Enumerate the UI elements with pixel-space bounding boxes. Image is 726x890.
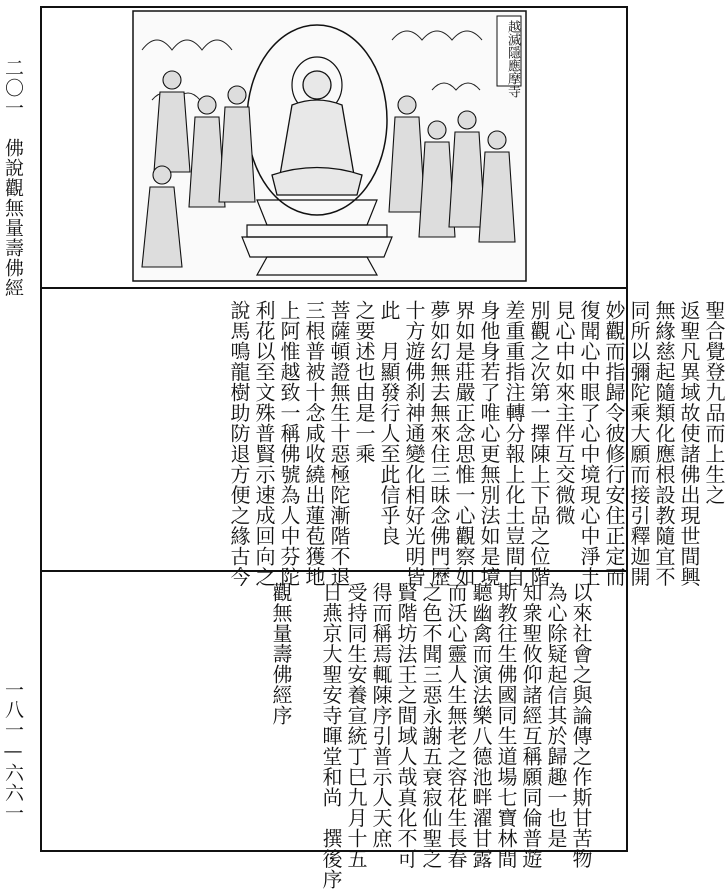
sutra-preface-block [268, 582, 593, 890]
text-column: 日燕京大聖安寺暉堂和尚 撰後序 [319, 582, 343, 890]
text-column: 見心中如來主伴互交微微 [552, 300, 576, 526]
text-column: 十方遊佛刹神通變化相好光明皆 [402, 300, 426, 587]
text-column: 聖合覺登九品而上生之 [702, 300, 726, 505]
text-column: 同所以彌陀乘大願而接引釋迦開 [627, 300, 651, 587]
text-column: 得而稱焉輒陳序引普示人天庶 [369, 582, 393, 849]
preface-text-block [226, 300, 726, 587]
text-column: 返聖凡異域故使諸佛出現世間興 [677, 300, 701, 587]
section-divider-top [40, 287, 628, 289]
margin-volume-title: 二〇一 佛說觀無量壽佛經 [2, 58, 24, 298]
text-column: 復聞心中眼了心中境現心中淨土 [577, 300, 601, 587]
text-column [293, 582, 318, 844]
text-column: 此 月顯發行人至此信乎良 [377, 300, 401, 546]
page-margin [0, 0, 26, 864]
text-column: 之要述也由是一乘 [352, 300, 376, 464]
text-column: 聽幽禽而演法樂八德池畔濯甘露 [469, 582, 493, 869]
illustration-label: 越滅隱應摩寺 [505, 20, 520, 98]
text-column: 以來社會之與論傳之作斯甘苦物 [569, 582, 593, 869]
text-column: 界如是莊嚴正念思惟一心觀察如 [452, 300, 476, 587]
text-column: 知衆聖攸仰諸經互稱願同倫普遊 [519, 582, 543, 869]
buddha-assembly-illustration [132, 10, 527, 282]
text-column: 之色不聞三惡永謝五衰寂仙聖之 [419, 582, 443, 869]
text-column: 別觀之次第一擇陳上下品之位階 [527, 300, 551, 587]
text-column: 說馬鳴龍樹助防退方便之緣古今 [227, 300, 251, 587]
text-column: 斯教往生佛國同生道場七寶林間 [494, 582, 518, 869]
margin-page-number: 一八一—六六一 [2, 680, 24, 823]
text-column: 妙觀而指歸令彼修行安住正定而 [602, 300, 626, 587]
text-column: 利花以至文殊普賢示速成回向之 [252, 300, 276, 587]
text-column: 賢階坊法王之間域人哉真化不可 [394, 582, 418, 869]
text-column: 觀無量壽佛經序 [269, 582, 293, 726]
text-column: 上阿惟越致一稱佛號為人中芬陀 [277, 300, 301, 587]
text-column: 菩薩頓證無生十惡極陀漸階不退 [327, 300, 351, 587]
text-column: 身他身若了唯心更無別法如是境 [477, 300, 501, 587]
text-column: 為心除疑起信其於歸趣一也是 [544, 582, 568, 849]
text-column: 而沃心靈人生無老之容花生長春 [444, 582, 468, 869]
text-column: 三根普被十念咸收繞出蓮苞獲地 [302, 300, 326, 587]
text-column: 差重重指注轉分報上化土豈間自 [502, 300, 526, 587]
text-column: 受持同生安養宣統丁巳九月十五 [344, 582, 368, 869]
text-column: 無緣慈起隨類化應根設教隨宜不 [652, 300, 676, 587]
text-column: 夢如幻無去無來住三昧念佛門歷 [427, 300, 451, 587]
